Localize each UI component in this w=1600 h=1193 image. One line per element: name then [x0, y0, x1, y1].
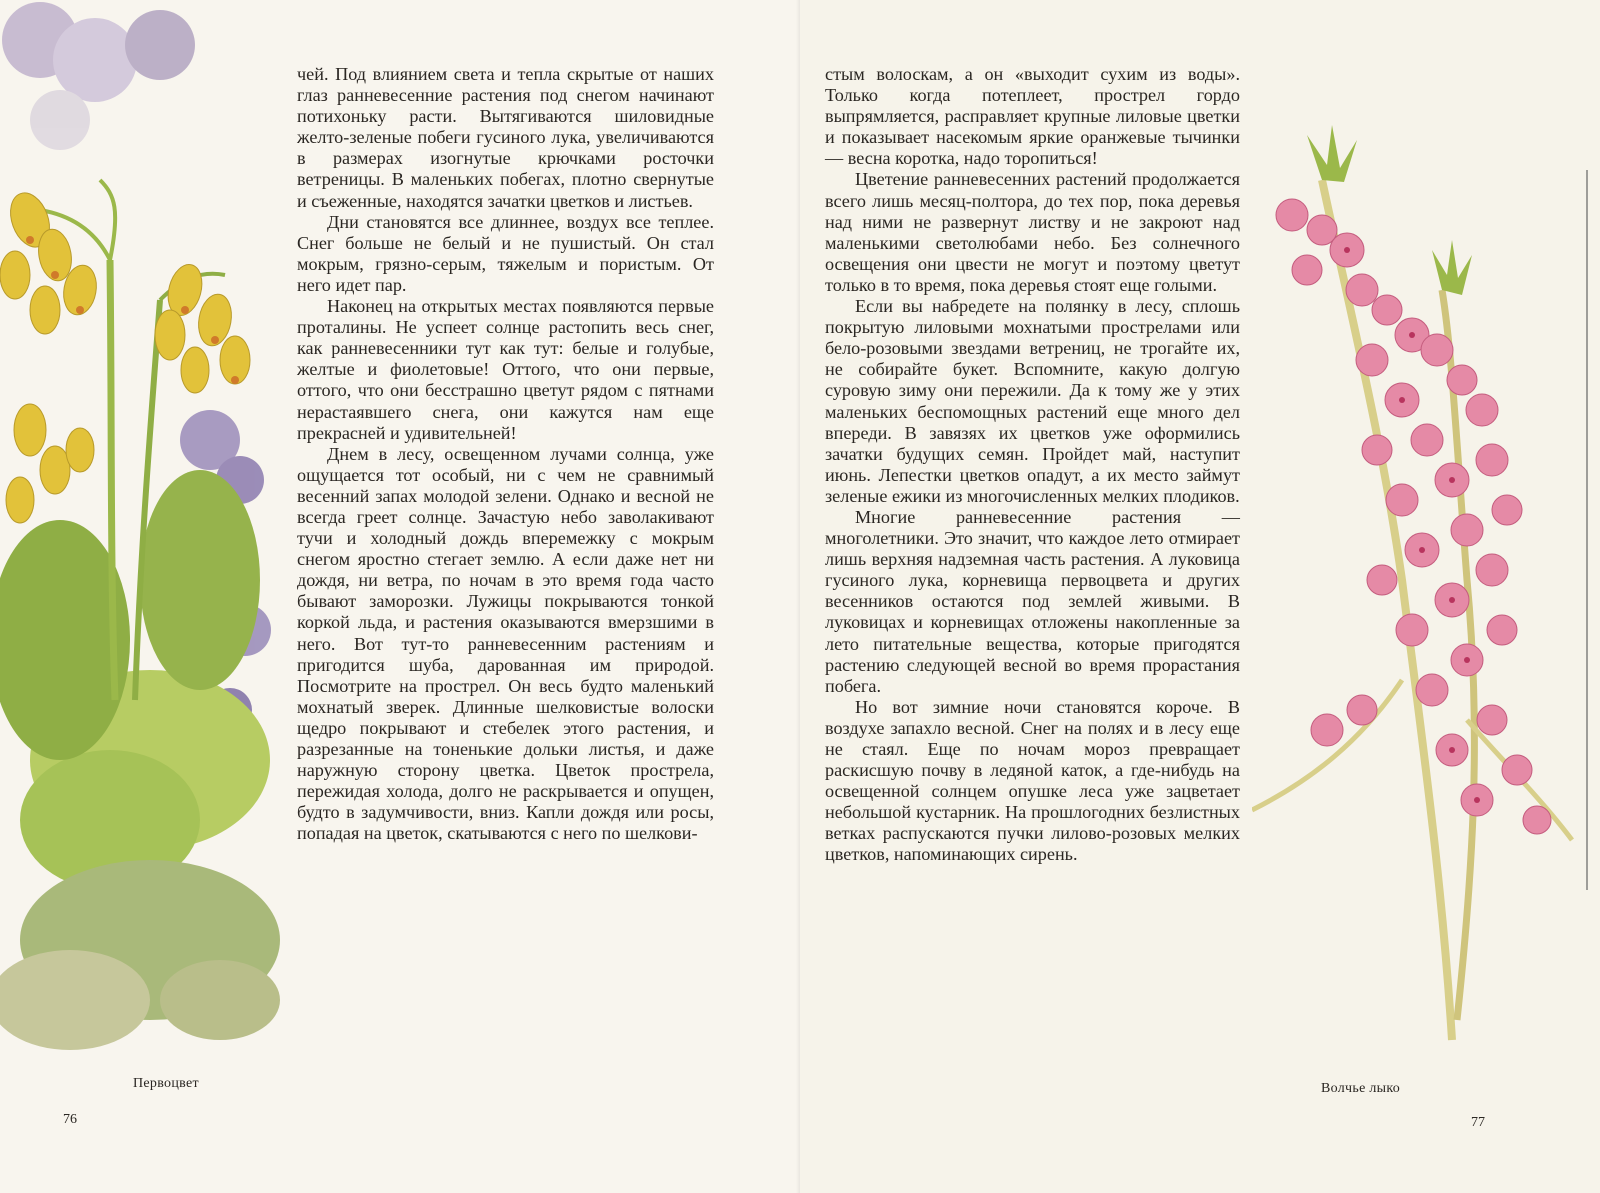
right-paragraph: Цветение ранневесенних растений продолжается всего лишь месяц-полтора, до тех пор, пока деревья над ними не развернут листву и не закроют над маленькими светолюбами небо. Без солнечного освещения они цвести не могут и поэтому цветут только в то время, пока деревья стоят еще голыми. — [825, 169, 1240, 295]
right-illustration-caption: Волчье лыко — [1321, 1081, 1401, 1096]
left-paragraph: Наконец на открытых местах появляются первые проталины. Не успеет солнце растопить весь снег, как ранневесенники тут как тут: белые и голубые, желтые и фиолетовые! Оттого, что они первые, оттого, что они бесстрашно цветут рядом с пятнами нерастаявшего снега, они кажутся нам еще прекрасней и удивительней! — [297, 296, 714, 443]
left-text-column — [297, 64, 714, 844]
left-page-number: 76 — [63, 1112, 77, 1127]
right-paragraph: Если вы набредете на полянку в лесу, сплошь покрытую лиловыми мохнатыми прострелами или бело-розовыми звездами ветрениц, не трогайте их, не собирайте букет. Вспомните, какую долгую суровую зиму они пережили. Да к тому же у этих маленьких беспомощных растений еще много дел впереди. В завязях их цветков уже оформились зачатки будущих семян. Пройдет май, наступит июнь. Лепестки цветков опадут, а их место займут зеленые ежики из многочисленных мелких плодиков. — [825, 296, 1240, 506]
right-page-number: 77 — [1471, 1115, 1485, 1130]
left-paragraph: Дни становятся все длиннее, воздух все теплее. Снег больше не белый и не пушистый. Он стал мокрым, грязно-серым, тяжелым и пористым. От него идет пар. — [297, 211, 714, 295]
right-paragraph: Но вот зимние ночи становятся короче. В воздухе запахло весной. Снег на полях и в лесу еще не стаял. Еще по ночам мороз превращает раскисшую почву в ледяной каток, а где-нибудь на освещенной солнцем опушке леса уже зацветает небольшой кустарник. На прошлогодних безлистных ветках распускаются пучки лилово-розовых мелких цветков, напоминающих сирень. — [825, 696, 1240, 865]
left-paragraph: Днем в лесу, освещенном лучами солнца, уже ощущается тот особый, ни с чем не сравнимый весенний запах молодой зелени. Однако и весной не всегда греет солнце. Зачастую небо заволакивают тучи и холодный дождь вперемежку с мокрым снегом яростно стегает землю. А если даже нет ни дождя, ни ветра, по ночам в это время года часто бывают заморозки. Лужицы покрываются тонкой коркой льда, и растения оказываются вмерзшими в него. Вот тут-то ранневесенним растениям и пригодится шуба, дарованная им природой. Посмотрите на прострел. Он весь будто маленький мохнатый зверек. Длинные шелковистые волоски щедро покрывают и стебелек этого растения, и разрезанные на тоненькие дольки листья, и даже наружную сторону цветка. Цветок прострела, пережидая холода, долго не раскрывается и опущен, будто в задумчивости, вниз. Капли дождя или росы, попадая на цветок, скатываются с него по шелкови- — [297, 443, 714, 844]
left-illustration-caption: Первоцвет — [133, 1076, 199, 1091]
daphne-illustration — [1252, 120, 1592, 1060]
page-edge-line — [1586, 170, 1588, 890]
right-page — [800, 0, 1600, 1193]
right-paragraph: Многие ранневесенние растения — многолетники. Это значит, что каждое лето отмирает лишь верхняя надземная часть растения. А луковица гусиного лука, корневища первоцвета и других весенников остаются под землей живыми. В луковицах и корневищах отложены накопленные за лето питательные вещества, которые пригодятся растению следующей весной во время прорастания побега. — [825, 506, 1240, 696]
right-paragraph: стым волоскам, а он «выходит сухим из воды». Только когда потеплеет, прострел гордо выпрямляется, расправляет крупные лиловые цветки и показывает насекомым яркие оранжевые тычинки — весна коротка, надо торопиться! — [825, 64, 1240, 169]
right-text-column — [825, 64, 1240, 866]
left-paragraph: чей. Под влиянием света и тепла скрытые от наших глаз ранневесенние растения под снегом начинают потихоньку расти. Вытягиваются шиловидные желто-зеленые побеги гусиного лука, увеличиваются в размерах изогнутые крючками росточки ветреницы. В маленьких побегах, плотно свернутые и съеженные, находятся зачатки цветков и листьев. — [297, 64, 714, 211]
primrose-illustration — [0, 0, 285, 1060]
